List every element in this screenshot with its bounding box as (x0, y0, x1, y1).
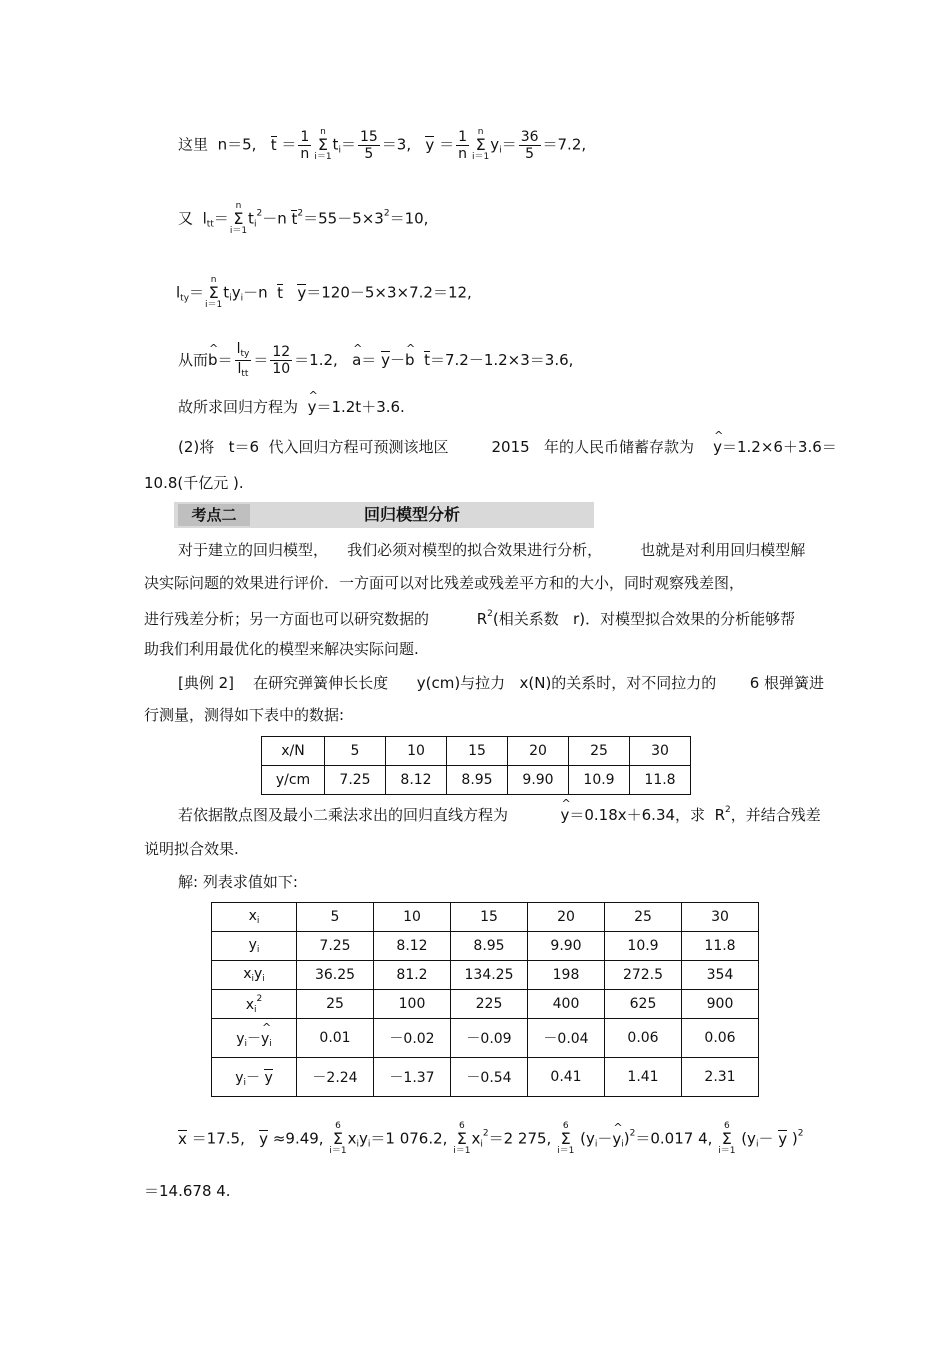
table-row: $x_iy_i$ 36.25 81.2 134.25 198 272.5 354 (212, 961, 759, 990)
question-line-2: 说明拟合效果. (144, 840, 239, 858)
summary-line: x ＝17.5, y ≈9.49, 6 Σ i＝1 $x_iy_i=1$ 076.2, 6 Σ i＝1 $x_i^2=2$ 275, 6 Σ i＝1 ($y_i-\^{}$ $y_i)^2=0.017$ 4, 6 Σ i＝1 ($y_i- y$ )$^2$ (178, 1122, 804, 1156)
question-line-1: 若依据散点图及最小二乘法求出的回归直线方程为 ^ y＝0.18x＋6.34，求 $R^2$，并结合残差 (178, 806, 821, 823)
table-row: $x_i$ 5 10 15 20 25 30 (212, 903, 759, 932)
solution-line: 解: 列表求值如下: (178, 873, 298, 891)
regression-equation-line: 故所求回归方程为 ^ y＝1.2t＋3.6. (178, 400, 405, 415)
section-header (174, 502, 594, 528)
formula-line-coefficients: 从而^ b＝ $\frac{l_{ty}}{l_{tt}}$ ＝ $\frac{12}{10}$ ＝1.2, ^ a＝ y－^ b t＝7.2－1.2×3＝3.6, (178, 342, 573, 379)
table-row: $y_i$ 7.25 8.12 8.95 9.90 10.9 11.8 (212, 932, 759, 961)
prediction-result: 10.8(千亿元 ). (144, 474, 244, 492)
example-line-2: 行测量，测得如下表中的数据: (144, 706, 345, 724)
prediction-line: (2)将 t＝6 代入回归方程可预测该地区 2015 年的人民币储蓄存款为 ^ y＝1.2×6＋3.6＝ (178, 440, 837, 455)
paragraph-line-3: 进行残差分析；另一方面也可以研究数据的 $R^2$(相关系数 r)．对模型拟合效果的分析能够帮 (144, 609, 796, 628)
section-tag: 考点二 (178, 504, 250, 526)
table-row: $y_i-\^{}$ $y_i$ 0.01 －0.02 －0.09 －0.04 0.06 0.06 (212, 1019, 759, 1058)
data-table (261, 736, 691, 795)
paragraph-line-2: 决实际问题的效果进行评价．一方面可以对比残差或残差平方和的大小，同时观察残差图， (144, 574, 745, 592)
formula-line-lty: $l_{ty}=$ n Σ i＝1 $t_iy_i-n$ t y＝120－5×3×7.2＝12, (176, 275, 472, 310)
paragraph-line-1: 对于建立的回归模型， 我们必须对模型的拟合效果进行分析， 也就是对利用回归模型解 (178, 541, 806, 559)
table-row: y/cm 7.25 8.12 8.95 9.90 10.9 11.8 (262, 766, 691, 795)
computation-table (211, 902, 759, 1097)
paragraph-line-4: 助我们利用最优化的模型来解决实际问题. (144, 640, 419, 658)
section-title: 回归模型分析 (364, 505, 461, 524)
table-row: $y_i- y$ －2.24 －1.37 －0.54 0.41 1.41 2.31 (212, 1058, 759, 1097)
summary-result: ＝14.678 4. (144, 1182, 231, 1200)
formula-line-means: 这里 n＝5, t ＝ $\frac{1}{n}$ n Σ i＝1 $t_i=$ $\frac{15}{5}$ ＝3, y ＝ $\frac{1}{n}$ n Σ i＝1 $y_i=$ $\frac{36}{5}$ ＝7.2, (178, 127, 587, 162)
formula-line-ltt: 又 $l_{tt}=$ n Σ i＝1 $t_i^2-n$ $t^2=55-5\times 3^2=10$, (178, 201, 429, 236)
example-line-1: [典例 2] 在研究弹簧伸长长度 y(cm)与拉力 x(N)的关系时，对不同拉力的 6 根弹簧进 (178, 674, 825, 692)
table-row: $x_i^2$ 25 100 225 400 625 900 (212, 990, 759, 1019)
table-row: x/N 5 10 15 20 25 30 (262, 737, 691, 766)
